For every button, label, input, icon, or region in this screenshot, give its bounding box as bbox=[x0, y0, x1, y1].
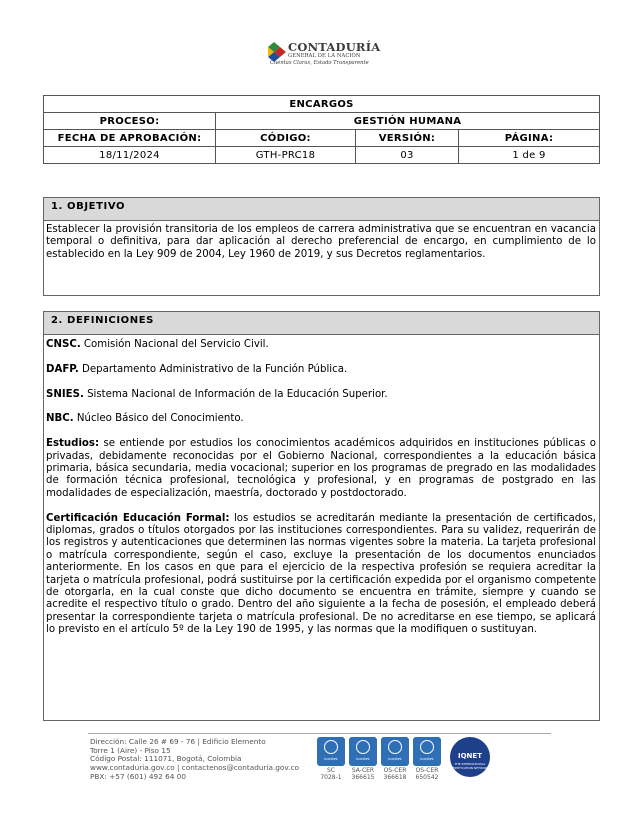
definition-certificacion: Certificación Educación Formal: los estudios se acreditarán mediante la presentación de certificados, diplomas, grados o títulos otorgados por las instituciones correspondientes. Para su validez, requerirán de los registros y autenticaciones que determinen las normas vigentes sobre la materia. La tarjeta profesional o matrícula correspondiente, según el caso, excluye la presentación de los documentos enunciados anteriormente. En los casos en que para el ejercicio de la respectiva profesión se requiera acreditar la tarjeta o matrícula profesional, podrá sustituirse por la certificación expedida por el organismo competente de otorgarla, en la cual conste que dicho documento se encuentra en trámite, siempre y cuando se acredite el respectivo título o grado. Dentro del año siguiente a la fecha de posesión, el empleado deberá presentar la correspondiente tarjeta o matrícula profesional. De no acreditarse en ese tiempo, se aplicará lo previsto en el artículo 5º de la Ley 190 de 1995, y las normas que la modifiquen o sustituyan. bbox=[46, 512, 596, 636]
icontec-cert-logo-4: icontec bbox=[413, 737, 441, 766]
fecha-value: 18/11/2024 bbox=[44, 147, 216, 164]
logo-slogan: Cuentas Claras, Estado Transparente bbox=[270, 60, 369, 66]
iqnet-logo: IQNET THE INTERNATIONAL CERTIFICATION NETWORK bbox=[450, 737, 490, 777]
cert-code-2: SA-CER 366615 bbox=[351, 767, 375, 781]
objetivo-text: Establecer la provisión transitoria de los empleos de carrera administrativa que se encuentran en vacancia temporal o definitiva, para dar aplicación al derecho preferencial de encargo, en cumplimiento de lo establecido en la Ley 909 de 2004, Ley 1960 de 2019, y sus Decretos reglamentarios. bbox=[46, 224, 596, 260]
version-label: VERSIÓN: bbox=[356, 130, 459, 147]
entity-logo bbox=[268, 40, 388, 70]
icontec-icon bbox=[356, 740, 370, 754]
logo-subtitle: GENERAL DE LA NACIÓN bbox=[288, 53, 361, 59]
footer-divider bbox=[88, 733, 551, 734]
icontec-icon bbox=[388, 740, 402, 754]
icontec-cert-logo-1: icontec bbox=[317, 737, 345, 766]
definition-snies: SNIES. Sistema Nacional de Información de la Educación Superior. bbox=[46, 388, 388, 400]
pagina-value: 1 de 9 bbox=[459, 147, 600, 164]
codigo-label: CÓDIGO: bbox=[216, 130, 356, 147]
definition-nbc: NBC. Núcleo Básico del Conocimiento. bbox=[46, 413, 244, 425]
proceso-label: PROCESO: bbox=[44, 113, 216, 130]
definition-estudios: Estudios: se entiende por estudios los conocimientos académicos adquiridos en instituciones públicas o privadas, debidamente reconocidas por el Gobierno Nacional, correspondientes a la educación básica primaria, básica secundaria, media vocacional; superior en los programas de pregrado en las modalidades de formación técnica profesional, tecnológica y profesional, y en programas de postgrado en las modalidades de especialización, maestría, doctorado y postdoctorado. bbox=[46, 438, 596, 499]
section-definiciones bbox=[43, 311, 600, 721]
definition-cnsc: CNSC. Comisión Nacional del Servicio Civil. bbox=[46, 339, 269, 350]
section-objetivo-heading: 1. OBJETIVO bbox=[44, 198, 599, 221]
cert-code-3: OS-CER 366618 bbox=[383, 767, 407, 781]
document-title: ENCARGOS bbox=[44, 96, 600, 113]
section-definiciones-heading: 2. DEFINICIONES bbox=[44, 312, 599, 335]
version-value: 03 bbox=[356, 147, 459, 164]
cert-code-4: OS-CER 650542 bbox=[415, 767, 439, 781]
logo-mark-icon bbox=[268, 42, 288, 62]
logo-title: CONTADURÍA bbox=[288, 40, 381, 54]
pagina-label: PÁGINA: bbox=[459, 130, 600, 147]
section-objetivo bbox=[43, 197, 600, 296]
codigo-value: GTH-PRC18 bbox=[216, 147, 356, 164]
icontec-icon bbox=[324, 740, 338, 754]
fecha-label: FECHA DE APROBACIÓN: bbox=[44, 130, 216, 147]
icontec-icon bbox=[420, 740, 434, 754]
footer-address: Dirección: Calle 26 # 69 - 76 | Edificio Elemento Torre 1 (Aire) - Piso 15 Código Postal: 111071, Bogotá, Colombia www.contaduria.gov.co | contactenos@contaduria.gov.co PBX: +57 (601) 492 64 00 bbox=[90, 737, 299, 781]
definition-dafp: DAFP. Departamento Administrativo de la Función Pública. bbox=[46, 363, 348, 375]
proceso-value: GESTIÓN HUMANA bbox=[216, 113, 600, 130]
icontec-cert-logo-2: icontec bbox=[349, 737, 377, 766]
cert-code-1: SC 7028-1 bbox=[320, 767, 342, 781]
icontec-cert-logo-3: icontec bbox=[381, 737, 409, 766]
document-header-table bbox=[43, 95, 600, 164]
